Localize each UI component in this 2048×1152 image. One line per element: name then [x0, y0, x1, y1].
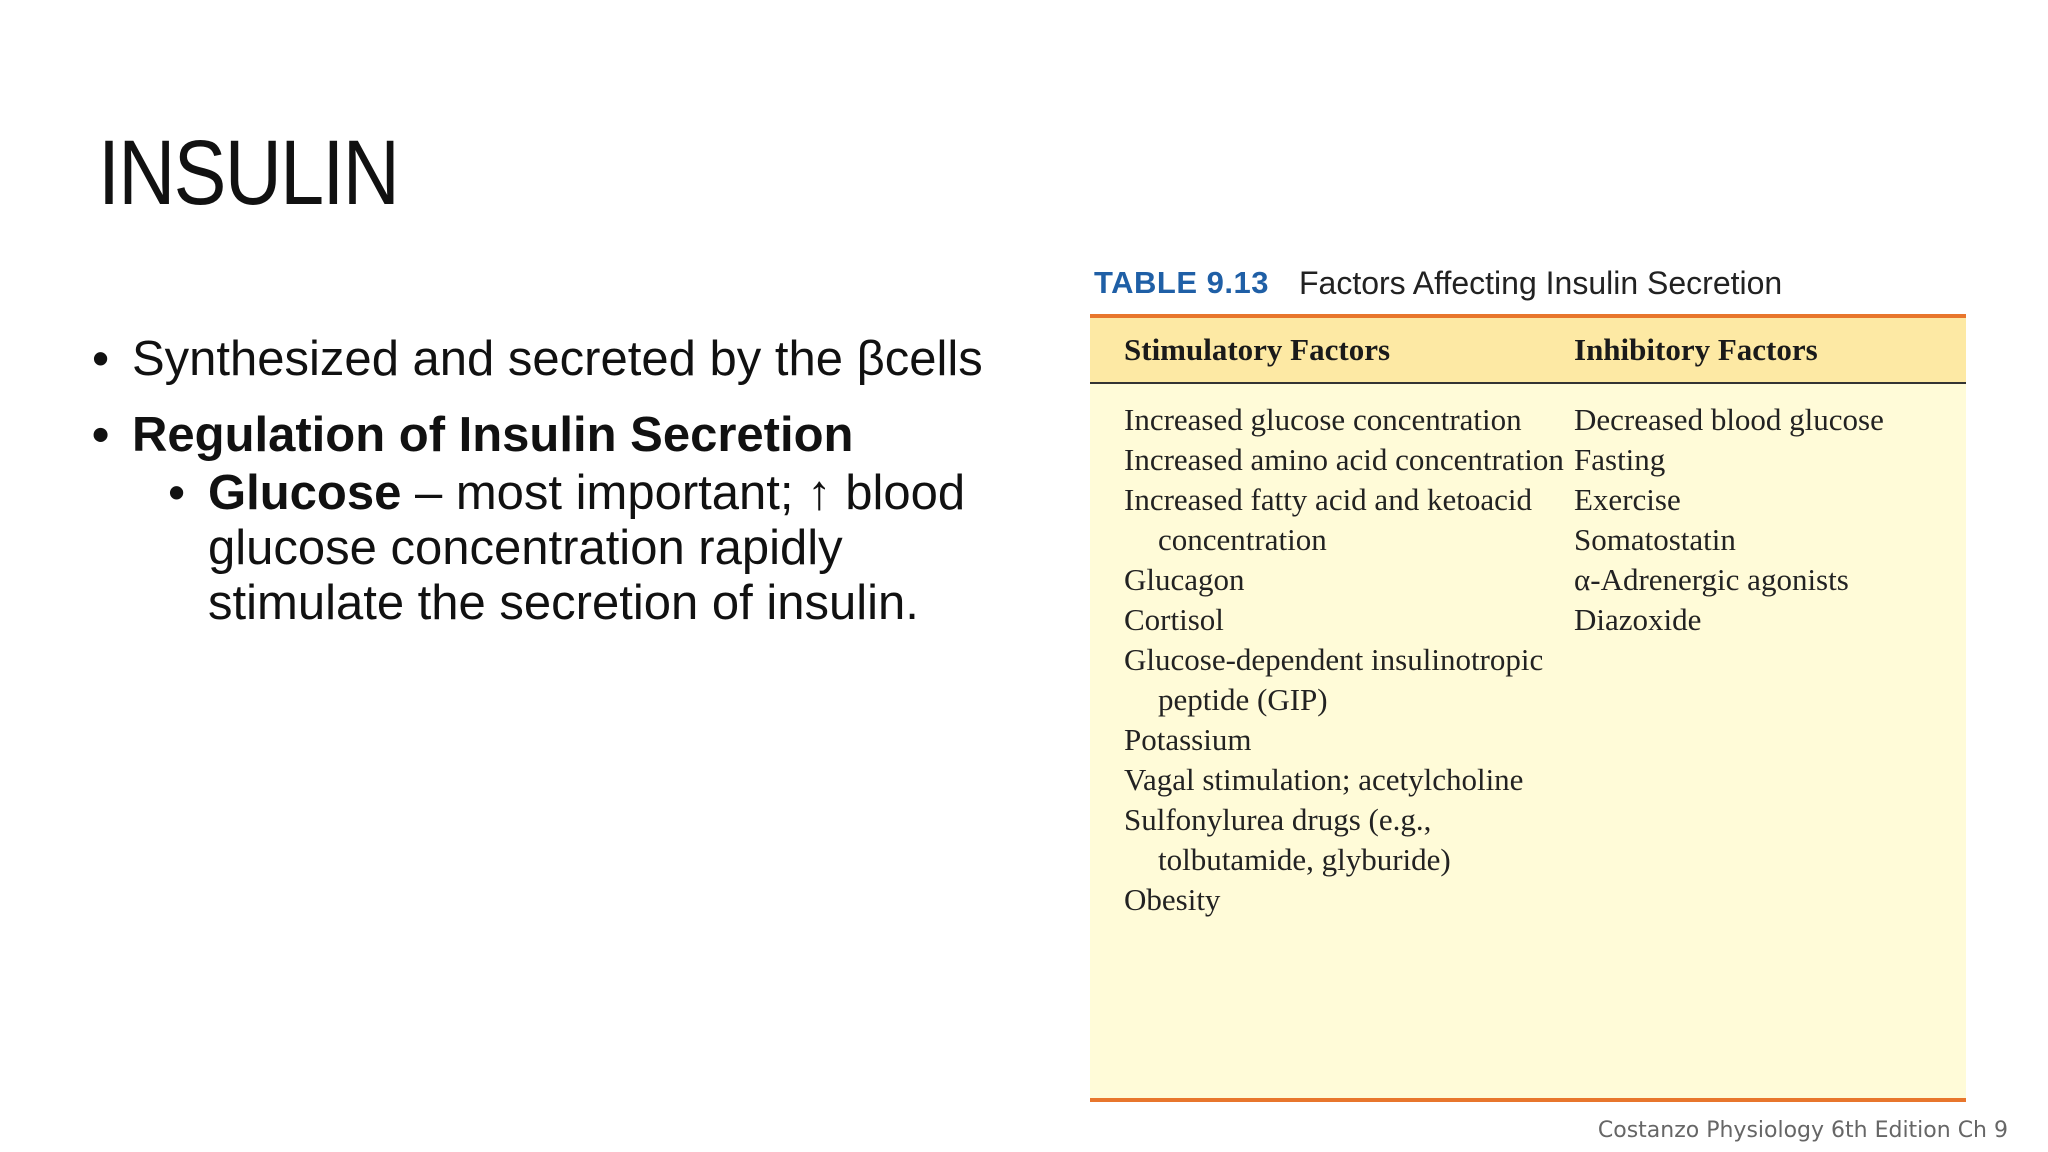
column-header-inhibitory: Inhibitory Factors — [1574, 332, 1818, 367]
list-item: Obesity — [1124, 882, 1221, 917]
list-item: Diazoxide — [1574, 602, 1702, 637]
list-item: Fasting — [1574, 442, 1666, 477]
table-title: Factors Affecting Insulin Secretion — [1298, 264, 1783, 301]
list-item: Potassium — [1124, 722, 1252, 757]
sub-bullet-glucose — [208, 466, 1028, 631]
sub-bullet-text: – most important; ↑ blood glucose concentration rapidly stimulate the secretion of insulin. — [208, 466, 966, 630]
list-item: Increased fatty acid and ketoacid concentration — [1124, 482, 1532, 557]
table-header-row — [1090, 318, 1966, 384]
list-item: Glucagon — [1124, 562, 1245, 597]
sub-bullet-term: Glucose — [208, 466, 402, 520]
stimulatory-factors-list — [1124, 400, 1564, 920]
list-item: Exercise — [1574, 482, 1681, 517]
insulin-factors-table — [1090, 250, 1970, 1100]
column-header-stimulatory: Stimulatory Factors — [1124, 332, 1391, 367]
inhibitory-factors-list — [1574, 400, 1954, 640]
bullet-list — [92, 330, 1052, 631]
slide-title: INSULIN — [98, 122, 399, 224]
list-item: Sulfonylurea drugs (e.g., tolbutamide, glyburide) — [1124, 802, 1451, 877]
table-body — [1090, 314, 1966, 1102]
list-item: Cortisol — [1124, 602, 1224, 637]
bullet-regulation: • Regulation of Insulin Secretion — [92, 406, 1052, 464]
list-item: Somatostatin — [1574, 522, 1736, 557]
table-caption — [1094, 258, 1782, 308]
source-citation: Costanzo Physiology 6th Edition Ch 9 — [1597, 1118, 2008, 1143]
list-item: Increased glucose concentration — [1124, 402, 1522, 437]
list-item: Decreased blood glucose — [1574, 402, 1884, 437]
list-item: Increased amino acid concentration — [1124, 442, 1564, 477]
table-number: TABLE 9.13 — [1094, 265, 1269, 300]
list-item: Glucose-dependent insulinotropic peptide (GIP) — [1124, 642, 1544, 717]
list-item: α-Adrenergic agonists — [1574, 562, 1849, 597]
list-item: Vagal stimulation; acetylcholine — [1124, 762, 1524, 797]
bullet-synthesized: • Synthesized and secreted by the βcells — [92, 330, 1052, 388]
